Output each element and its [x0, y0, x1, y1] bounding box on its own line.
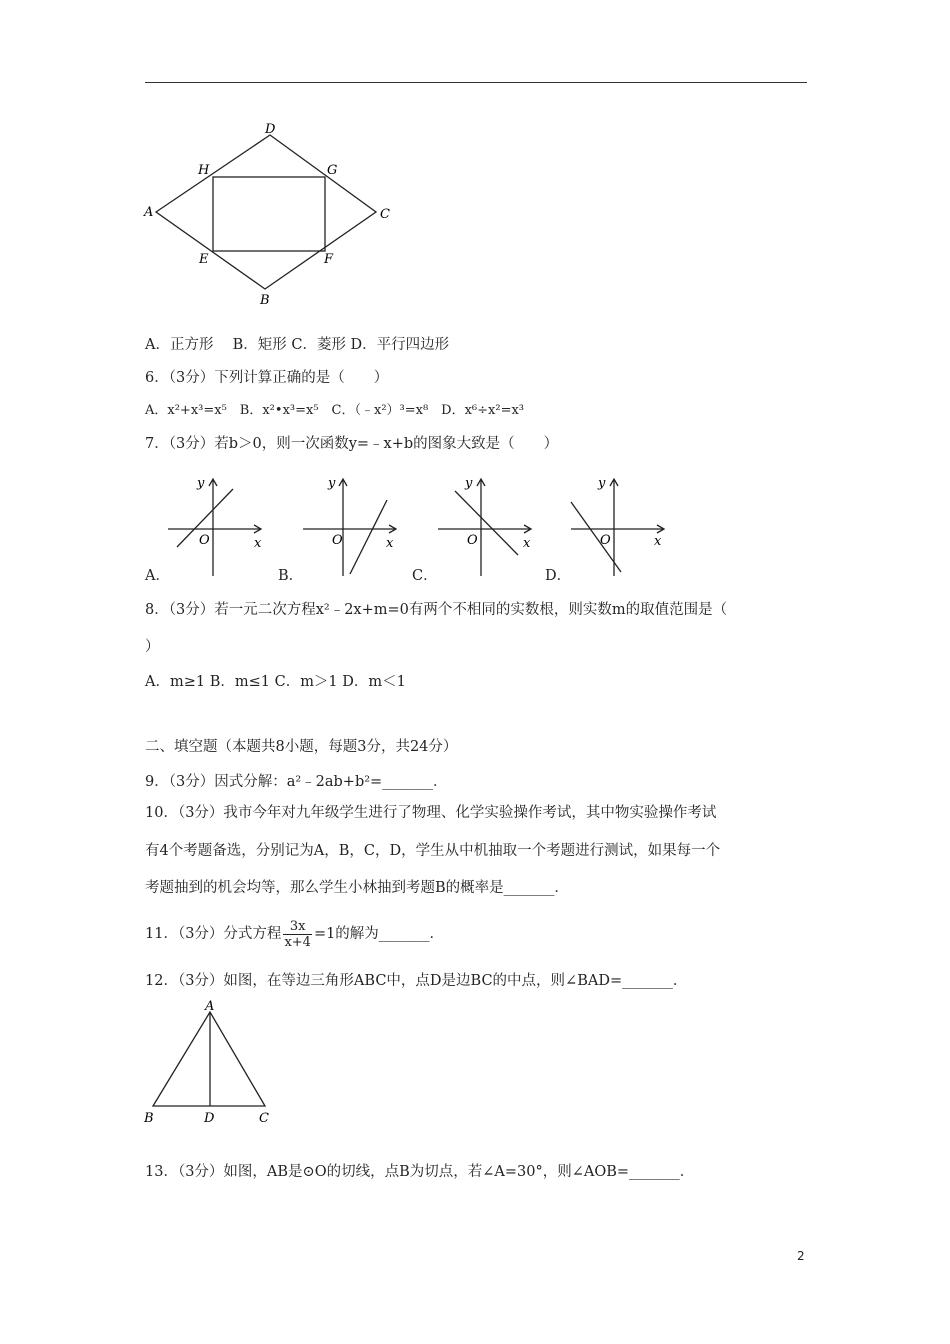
label-d: D	[265, 122, 276, 137]
q11-prefix: 11．（3分）分式方程	[145, 926, 282, 942]
graph-d	[568, 472, 673, 580]
page-number: 2	[797, 1249, 805, 1263]
graph-c-line	[455, 491, 518, 555]
svg-text:y: y	[328, 476, 336, 491]
label-c: C	[380, 207, 390, 222]
svg-text:B: B	[144, 1111, 154, 1126]
triangle-figure	[140, 998, 280, 1128]
q6-stem: 6．（3分）下列计算正确的是（ ）	[145, 370, 389, 386]
svg-text:y: y	[197, 476, 205, 491]
inner-rectangle	[213, 177, 325, 251]
q8-options: A．m≥1 B．m≤1 C．m＞1 D．m＜1	[145, 674, 406, 690]
q9-text: 9．（3分）因式分解：a²﹣2ab+b²=_______．	[145, 774, 448, 790]
q7-stem: 7．（3分）若b＞0，则一次函数y=﹣x+b的图象大致是（ ）	[145, 436, 559, 452]
graph-b-line	[350, 500, 387, 574]
svg-text:y: y	[598, 476, 606, 491]
q11-suffix: =1的解为_______．	[313, 926, 445, 942]
q5-options: A．正方形 B．矩形 C．菱形 D．平行四边形	[145, 337, 450, 353]
q11-fraction	[283, 919, 312, 950]
label-f: F	[324, 252, 334, 267]
header-rule	[145, 82, 807, 83]
q7-option-a: A．	[145, 568, 170, 584]
q13-text: 13．（3分）如图，AB是⊙O的切线，点B为切点，若∠A=30°，则∠AOB=_______．	[145, 1164, 695, 1180]
svg-text:x: x	[523, 536, 531, 551]
svg-text:O: O	[600, 533, 611, 548]
svg-text:x: x	[654, 534, 662, 549]
label-a: A	[144, 205, 154, 220]
triangle-abc	[153, 1012, 265, 1106]
svg-text:x: x	[386, 536, 394, 551]
svg-text:y: y	[465, 476, 473, 491]
q7-option-d: D．	[545, 568, 572, 584]
section-2-title: 二、填空题（本题共8小题，每题3分，共24分）	[145, 739, 458, 755]
graph-c	[435, 472, 540, 580]
q12-text: 12．（3分）如图，在等边三角形ABC中，点D是边BC的中点，则∠BAD=_______．	[145, 973, 688, 989]
svg-text:x: x	[254, 536, 262, 551]
q6-options: A．x²+x³=x⁵ B．x²•x³=x⁵ C．（﹣x²）³=x⁸ D．x⁶÷x²=x³	[145, 403, 525, 418]
q7-option-c: C．	[412, 568, 438, 584]
rhombus-figure	[140, 118, 400, 308]
svg-text:C: C	[259, 1111, 269, 1126]
q8-stem-line1: 8．（3分）若一元二次方程x²﹣2x+m=0有两个不相同的实数根，则实数m的取值范围是（	[145, 602, 728, 618]
graph-a	[165, 472, 270, 580]
q10-line3: 考题抽到的机会均等，那么学生小林抽到考题B的概率是_______．	[145, 880, 569, 896]
q10-line1: 10．（3分）我市今年对九年级学生进行了物理、化学实验操作考试，其中物实验操作考试	[145, 805, 717, 821]
svg-text:O: O	[467, 533, 478, 548]
svg-text:A: A	[205, 999, 215, 1014]
graph-b	[300, 472, 405, 580]
label-h: H	[198, 163, 210, 178]
label-g: G	[327, 163, 338, 178]
q10-line2: 有4个考题备选，分别记为A，B，C，D，学生从中机抽取一个考题进行测试，如果每一个	[145, 843, 721, 859]
svg-text:D: D	[204, 1111, 215, 1126]
q11-text	[145, 917, 444, 951]
q11-denominator: x+4	[284, 934, 311, 950]
q7-option-b: B．	[278, 568, 304, 584]
label-b: B	[260, 293, 270, 308]
label-e: E	[199, 252, 209, 267]
rhombus-shape	[156, 135, 376, 289]
svg-text:O: O	[199, 533, 210, 548]
q8-stem-line2: ）	[145, 639, 160, 655]
svg-text:O: O	[332, 533, 343, 548]
q11-numerator: 3x	[283, 919, 312, 935]
